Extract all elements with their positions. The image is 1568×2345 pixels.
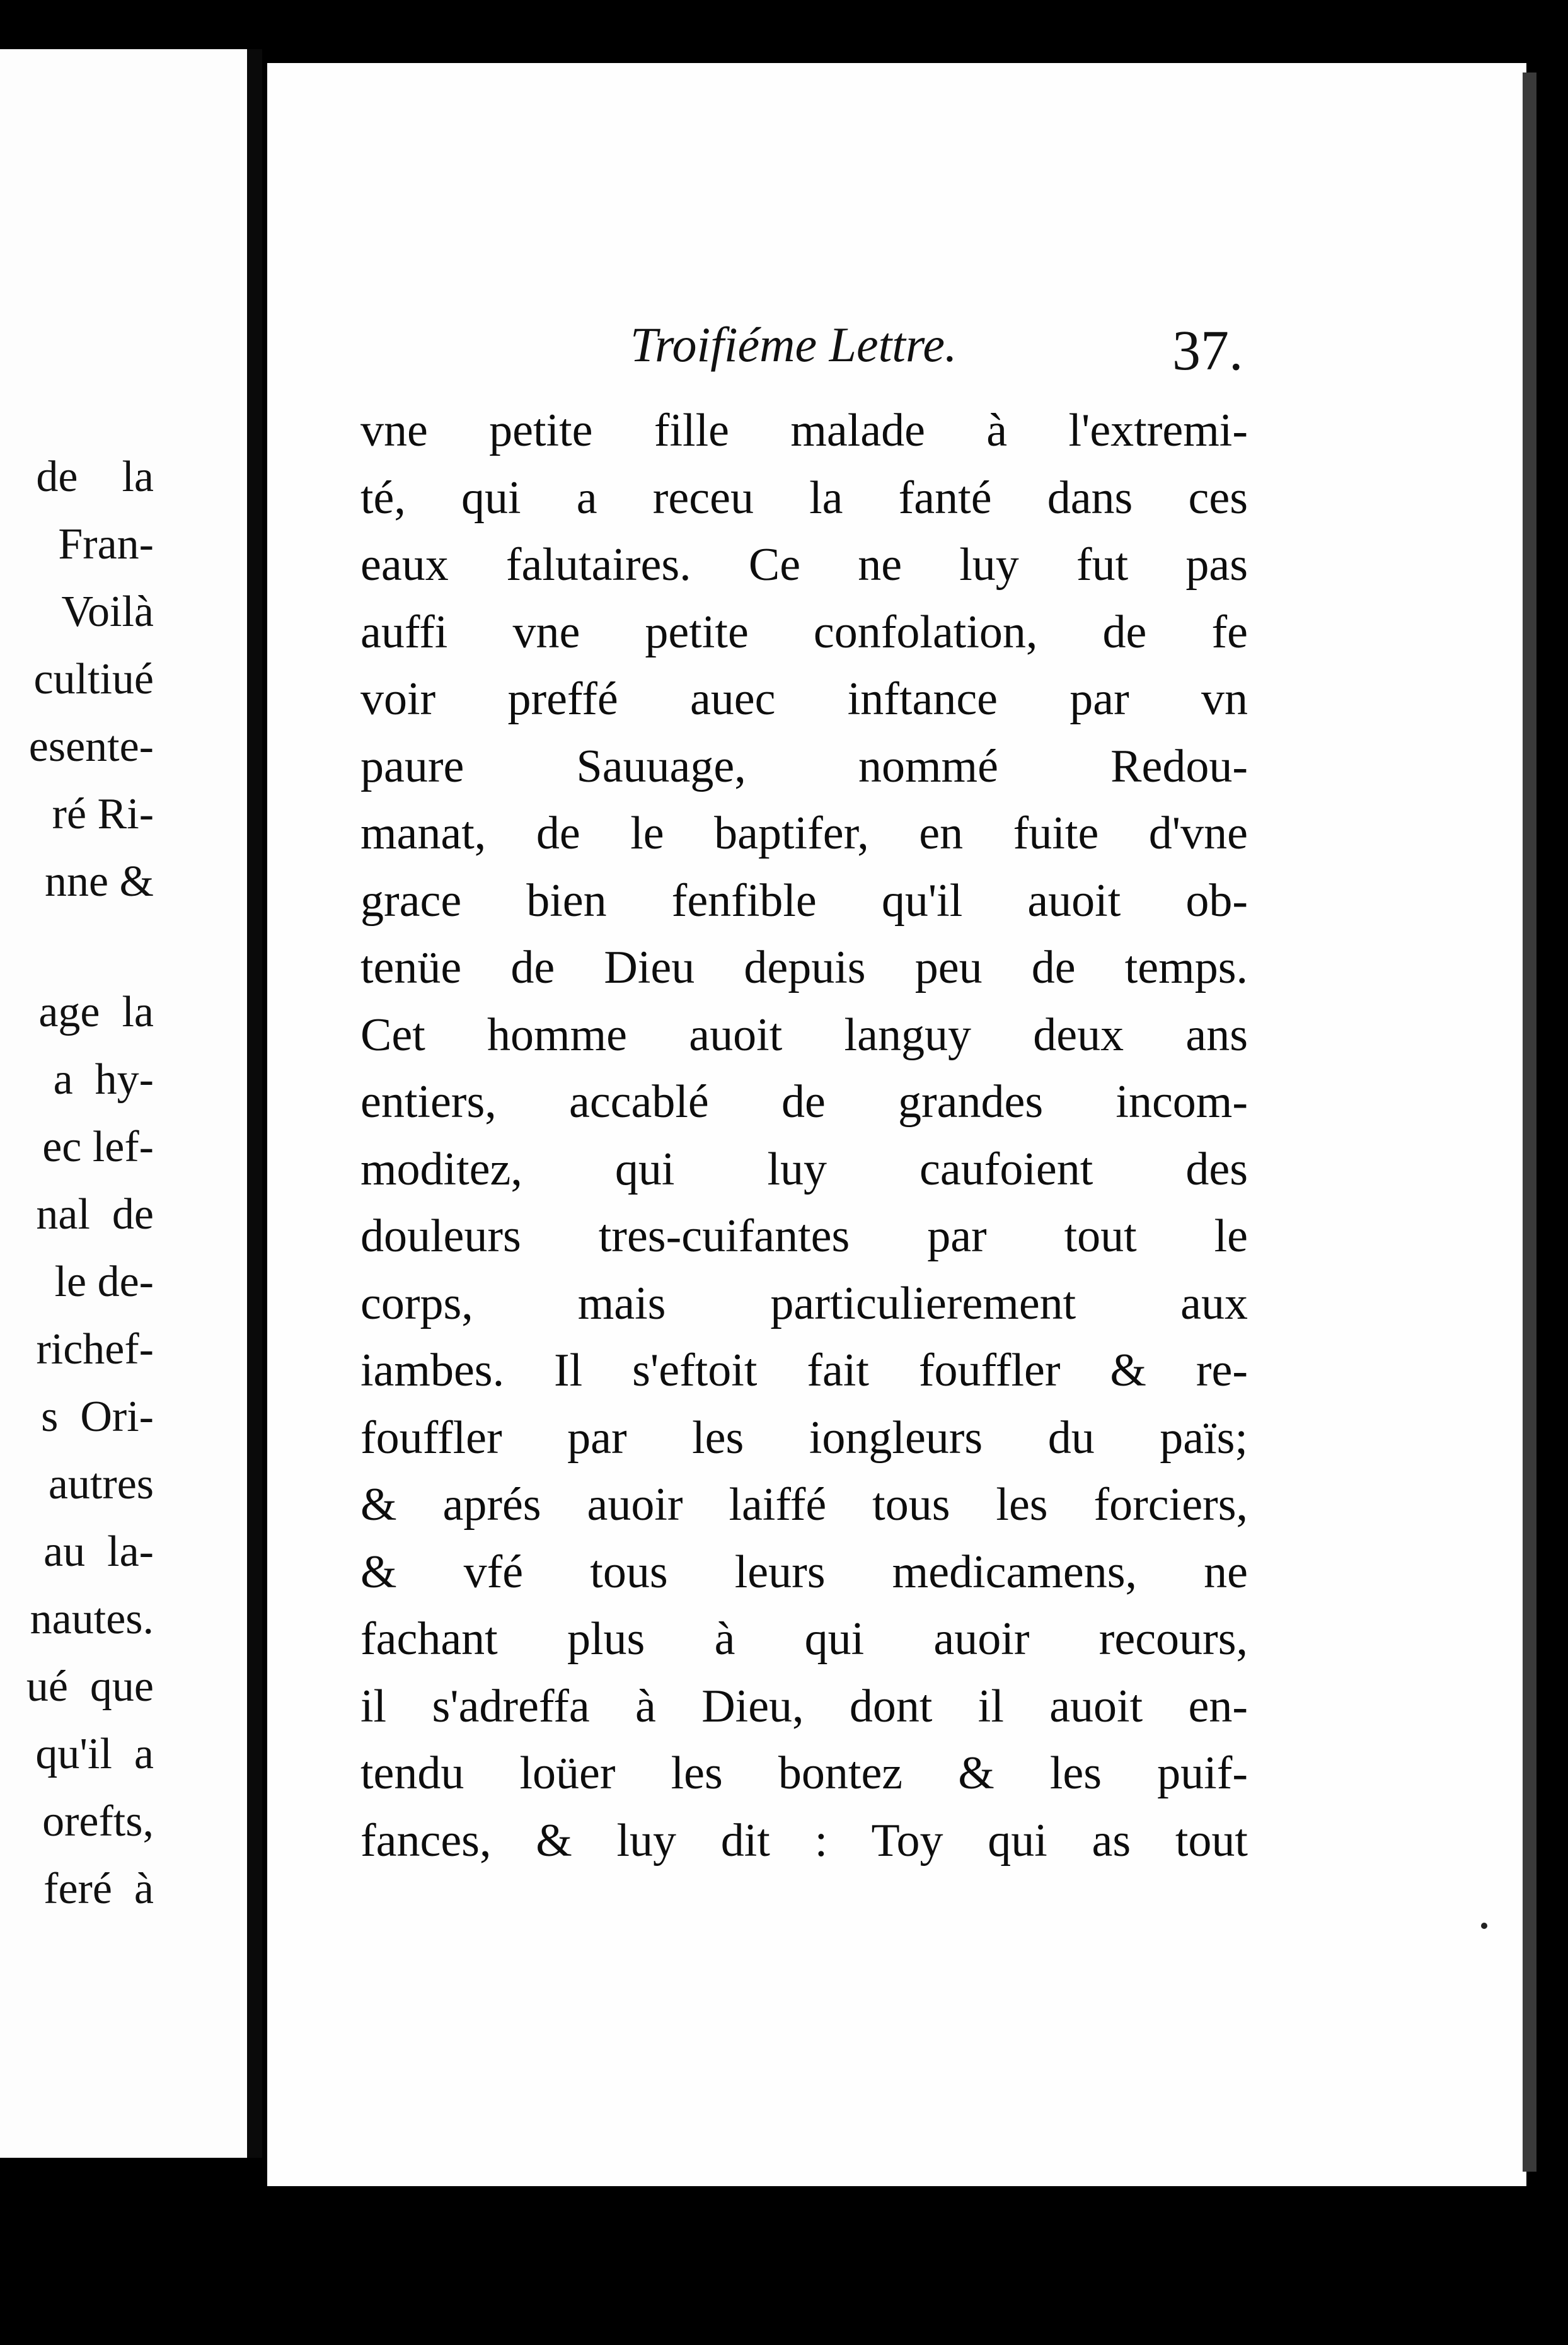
text-line: & aprés auoir laiffé tous les forciers, bbox=[360, 1479, 1248, 1531]
left-line: age la bbox=[38, 988, 154, 1036]
left-line: orefts, bbox=[42, 1797, 154, 1846]
left-line: au la- bbox=[43, 1527, 154, 1576]
text-line: eaux falutaires. Ce ne luy fut pas bbox=[360, 539, 1248, 591]
left-page-text bbox=[0, 443, 247, 1923]
text-line: entiers, accablé de grandes incom- bbox=[360, 1076, 1248, 1128]
text-line: moditez, qui luy caufoient des bbox=[360, 1143, 1248, 1195]
text-line: manat, de le baptifer, en fuite d'vne bbox=[360, 808, 1248, 859]
left-line: ec lef- bbox=[42, 1123, 154, 1171]
running-head: Troifiéme Lettre. bbox=[630, 317, 957, 372]
text-line: tendu loüer les bontez & les puif- bbox=[360, 1747, 1248, 1799]
left-line: ré Ri- bbox=[52, 790, 154, 838]
left-line: richef- bbox=[36, 1325, 154, 1374]
text-line: fouffler par les iongleurs du païs; bbox=[360, 1411, 1248, 1464]
text-line: iambes. Il s'eftoit fait fouffler & re- bbox=[360, 1345, 1248, 1396]
left-line: ué que bbox=[26, 1662, 154, 1711]
left-line bbox=[0, 915, 247, 978]
book-gutter bbox=[247, 49, 262, 2158]
left-line: esente- bbox=[28, 722, 154, 771]
text-line: grace bien fenfible qu'il auoit ob- bbox=[360, 874, 1248, 927]
left-line: autres bbox=[48, 1460, 154, 1508]
text-line: il s'adreffa à Dieu, dont il auoit en- bbox=[360, 1680, 1248, 1732]
body-text bbox=[360, 397, 1248, 1874]
text-line: fances, & luy dit : Toy qui as tout bbox=[360, 1814, 1248, 1867]
left-line: Voilà bbox=[61, 588, 154, 636]
left-line: nne & bbox=[44, 857, 154, 906]
left-page bbox=[0, 49, 247, 2158]
left-line: nautes. bbox=[30, 1595, 154, 1643]
left-line: a hy- bbox=[53, 1055, 154, 1104]
page-edge bbox=[1523, 72, 1536, 2172]
left-line: s Ori- bbox=[41, 1393, 154, 1441]
text-line: auffi vne petite confolation, de fe bbox=[360, 606, 1248, 658]
text-line: paure Sauuage, nommé Redou- bbox=[360, 740, 1248, 792]
text-line: fachant plus à qui auoir recours, bbox=[360, 1613, 1248, 1665]
text-line: té, qui a receu la fanté dans ces bbox=[360, 472, 1248, 524]
text-line: voir preffé auec inftance par vn bbox=[360, 673, 1248, 725]
page-number: 37. bbox=[1172, 320, 1243, 382]
text-line: vne petite fille malade à l'extremi- bbox=[360, 405, 1248, 456]
left-line: Fran- bbox=[58, 520, 154, 569]
left-line: feré à bbox=[43, 1865, 154, 1913]
left-line: cultiué bbox=[33, 655, 154, 704]
left-line: de la bbox=[36, 453, 154, 501]
text-line: corps, mais particulierement aux bbox=[360, 1277, 1248, 1329]
left-line: nal de bbox=[36, 1190, 154, 1239]
text-line: Cet homme auoit languy deux ans bbox=[360, 1009, 1248, 1061]
text-line: & vfé tous leurs medicamens, ne bbox=[360, 1546, 1248, 1598]
text-line: tenüe de Dieu depuis peu de temps. bbox=[360, 942, 1248, 993]
left-line: le de- bbox=[54, 1258, 154, 1306]
left-line: qu'il a bbox=[35, 1730, 154, 1778]
ink-speck bbox=[1481, 1923, 1487, 1929]
text-line: douleurs tres-cuifantes par tout le bbox=[360, 1210, 1248, 1262]
